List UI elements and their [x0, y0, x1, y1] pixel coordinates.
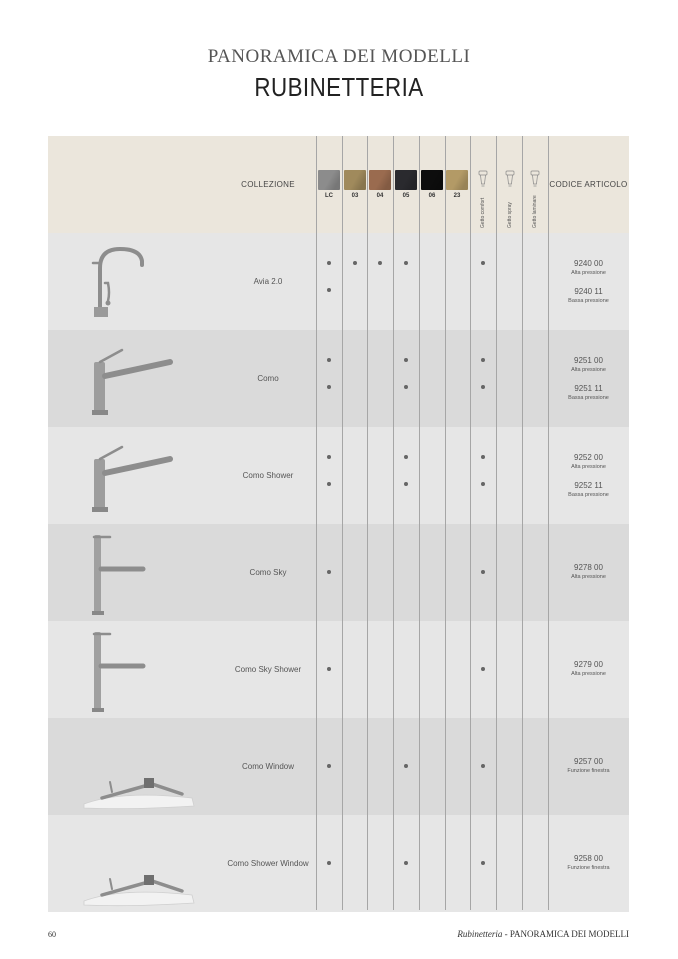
article-code-description: Alta pressione: [571, 270, 606, 276]
table-row: [48, 427, 629, 524]
article-code: 9252 11: [574, 481, 603, 490]
finish-label: 23: [453, 193, 461, 199]
classic-faucet-icon: [88, 243, 168, 323]
column-divider: [445, 136, 446, 910]
availability-dot: [481, 455, 485, 459]
table-header: [48, 136, 629, 233]
availability-dot: [327, 861, 331, 865]
availability-dot: [327, 385, 331, 389]
finish-label: 06: [428, 193, 436, 199]
table-row: [48, 815, 629, 912]
availability-dot: [481, 261, 485, 265]
availability-dot: [404, 385, 408, 389]
column-divider: [393, 136, 394, 910]
finish-swatch-05: [395, 170, 417, 190]
availability-dot: [327, 288, 331, 292]
table-row: [48, 330, 629, 427]
article-code-description: Funzione finestra: [567, 865, 610, 871]
pullout-faucet-icon: [88, 437, 188, 517]
collection-name: Avia 2.0: [253, 277, 283, 286]
finish-swatch-LC: [318, 170, 340, 190]
article-code-description: Bassa pressione: [568, 298, 609, 304]
article-code: 9257 00: [574, 757, 603, 766]
aerator-comfort-icon: [478, 170, 488, 188]
article-code: 9258 00: [574, 854, 603, 863]
footer-separator: -: [504, 929, 508, 939]
availability-dot: [481, 482, 485, 486]
availability-dot: [481, 385, 485, 389]
availability-dot: [404, 764, 408, 768]
finish-swatch-03: [344, 170, 366, 190]
availability-dot: [404, 482, 408, 486]
availability-dot: [327, 764, 331, 768]
page-subtitle: RUBINETTERIA: [254, 72, 424, 102]
aerator-laminar-icon: [530, 170, 540, 188]
column-divider: [522, 136, 523, 910]
footer-title: [457, 929, 629, 939]
table-row: [48, 718, 629, 815]
table-row: [48, 621, 629, 718]
article-code-description: Alta pressione: [571, 671, 606, 677]
column-divider: [419, 136, 420, 910]
availability-dot: [481, 570, 485, 574]
availability-dot: [327, 667, 331, 671]
collection-name: Como: [257, 374, 279, 383]
collection-name: Como Window: [241, 762, 294, 771]
article-code: 9240 00: [574, 259, 603, 268]
page-number: 60: [48, 930, 56, 939]
article-code: 9278 00: [574, 563, 603, 572]
column-divider: [548, 136, 549, 910]
article-code-description: Funzione finestra: [567, 768, 610, 774]
finish-label: 05: [402, 193, 410, 199]
availability-dot: [378, 261, 382, 265]
availability-dot: [481, 358, 485, 362]
article-code-description: Bassa pressione: [568, 395, 609, 401]
collection-header: COLLEZIONE: [241, 180, 295, 189]
availability-dot: [353, 261, 357, 265]
column-divider: [496, 136, 497, 910]
footer-section: Rubinetteria: [457, 929, 503, 939]
tall-faucet-icon: [88, 626, 168, 716]
column-divider: [316, 136, 317, 910]
collection-name: Como Sky: [249, 568, 287, 577]
tall-faucet-icon: [88, 529, 168, 619]
option-label: Getto comfort: [480, 197, 486, 228]
aerator-spray-icon: [505, 170, 515, 188]
finish-swatch-06: [421, 170, 443, 190]
article-code: 9251 00: [574, 356, 603, 365]
article-code: 9240 11: [574, 287, 603, 296]
column-divider: [470, 136, 471, 910]
article-code: 9251 11: [574, 384, 603, 393]
article-code-description: Alta pressione: [571, 367, 606, 373]
availability-dot: [481, 764, 485, 768]
page-title: PANORAMICA DEI MODELLI: [207, 46, 471, 67]
availability-dot: [327, 358, 331, 362]
finish-swatch-23: [446, 170, 468, 190]
article-code-description: Alta pressione: [571, 574, 606, 580]
option-label: Getto spray: [507, 202, 513, 228]
availability-dot: [404, 358, 408, 362]
models-table: [48, 136, 629, 910]
finish-label: LC: [325, 193, 333, 199]
article-code-description: Alta pressione: [571, 464, 606, 470]
code-header: CODICE ARTICOLO: [549, 180, 628, 189]
collection-name: Como Shower Window: [227, 859, 309, 868]
finish-label: 04: [376, 193, 384, 199]
article-code-description: Bassa pressione: [568, 492, 609, 498]
column-divider: [367, 136, 368, 910]
option-label: Getto laminare: [532, 195, 538, 228]
table-row: [48, 524, 629, 621]
availability-dot: [327, 482, 331, 486]
finish-swatch-04: [369, 170, 391, 190]
availability-dot: [404, 261, 408, 265]
availability-dot: [327, 455, 331, 459]
article-code: 9279 00: [574, 660, 603, 669]
availability-dot: [404, 861, 408, 865]
pullout-faucet-icon: [88, 340, 188, 420]
availability-dot: [481, 667, 485, 671]
finish-label: 03: [351, 193, 359, 199]
availability-dot: [481, 861, 485, 865]
window-faucet-icon: [82, 867, 202, 907]
collection-name: Como Shower: [242, 471, 294, 480]
window-faucet-icon: [82, 770, 202, 810]
article-code: 9252 00: [574, 453, 603, 462]
availability-dot: [327, 570, 331, 574]
column-divider: [342, 136, 343, 910]
availability-dot: [404, 455, 408, 459]
collection-name: Como Sky Shower: [234, 665, 302, 674]
table-row: [48, 233, 629, 330]
availability-dot: [327, 261, 331, 265]
footer-page-title: PANORAMICA DEI MODELLI: [509, 929, 629, 939]
